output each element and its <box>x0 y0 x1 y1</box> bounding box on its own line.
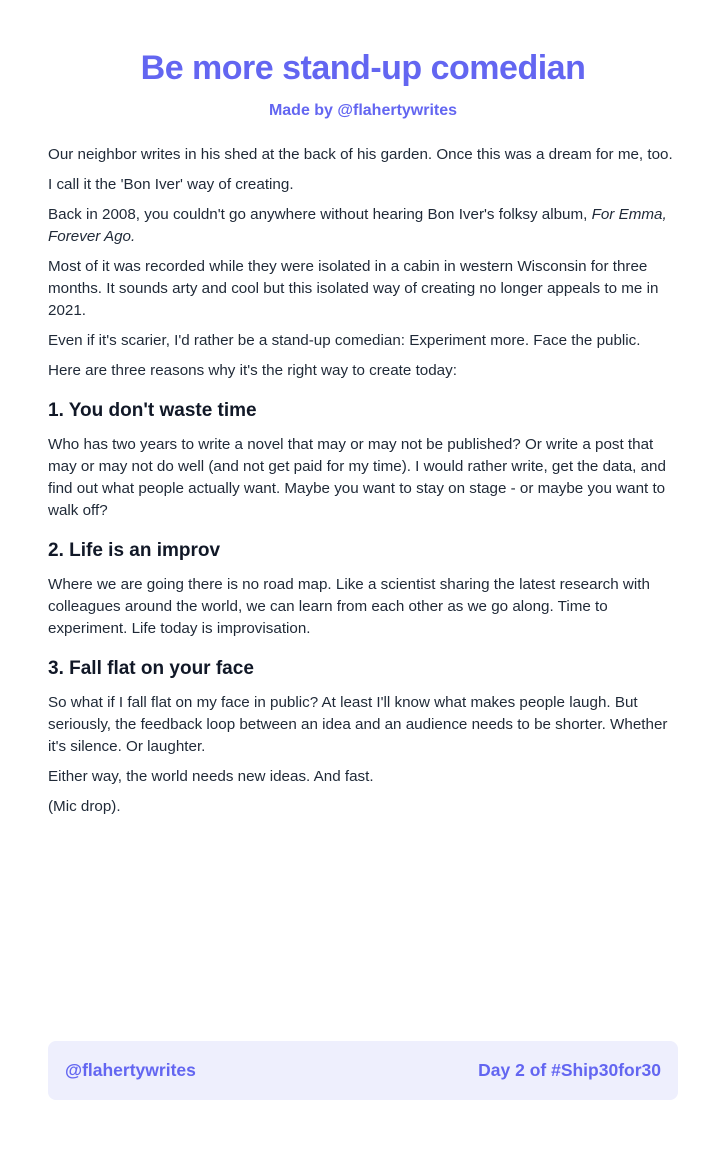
author-byline: Made by @flahertywrites <box>268 102 458 119</box>
section-body-3: So what if I fall flat on my face in public? At least I'll know what makes people laugh. But seriously, the feedback loop between an idea and an audience needs to be shorter. Whether it's silence. Or laughter. <box>48 694 668 755</box>
paragraph-intro-2: I call it the 'Bon Iver' way of creating. <box>48 176 294 193</box>
footer-banner <box>48 1041 678 1100</box>
section-body-1: Who has two years to write a novel that may or may not be published? Or write a post that may or may not do well (and not get paid for my time). I would rather write, get the data, and find out what people actually want. Maybe you want to stay on stage - or maybe you want to walk off? <box>48 436 666 519</box>
footer-handle: @flahertywrites <box>65 1060 196 1080</box>
paragraph-outro-1: Either way, the world needs new ideas. And fast. <box>48 768 374 785</box>
album-title: For Emma, Forever Ago. <box>48 206 667 245</box>
paragraph-intro-3 <box>48 204 680 248</box>
paragraph-intro-1: Our neighbor writes in his shed at the back of his garden. Once this was a dream for me, too. <box>48 146 673 163</box>
section-heading-2: 2. Life is an improv <box>48 540 221 561</box>
paragraph-intro-6: Here are three reasons why it's the right way to create today: <box>48 362 457 379</box>
paragraph-intro-5: Even if it's scarier, I'd rather be a stand-up comedian: Experiment more. Face the public. <box>48 332 641 349</box>
section-heading-3: 3. Fall flat on your face <box>48 658 254 679</box>
paragraph-outro-2: (Mic drop). <box>48 798 121 815</box>
article-body <box>48 144 680 826</box>
footer-day-tag: Day 2 of #Ship30for30 <box>478 1060 661 1080</box>
paragraph-intro-3-text: Back in 2008, you couldn't go anywhere without hearing Bon Iver's folksy album, <box>48 206 592 223</box>
section-heading-1: 1. You don't waste time <box>48 400 257 421</box>
page-title: Be more stand-up comedian <box>140 49 586 87</box>
section-body-2: Where we are going there is no road map. Like a scientist sharing the latest research with colleagues around the world, we can learn from each other as we go along. Time to experiment. Life today is improvisation. <box>48 576 650 637</box>
paragraph-intro-4: Most of it was recorded while they were isolated in a cabin in western Wisconsin for three months. It sounds arty and cool but this isolated way of creating no longer appeals to me in 2021. <box>48 258 659 319</box>
